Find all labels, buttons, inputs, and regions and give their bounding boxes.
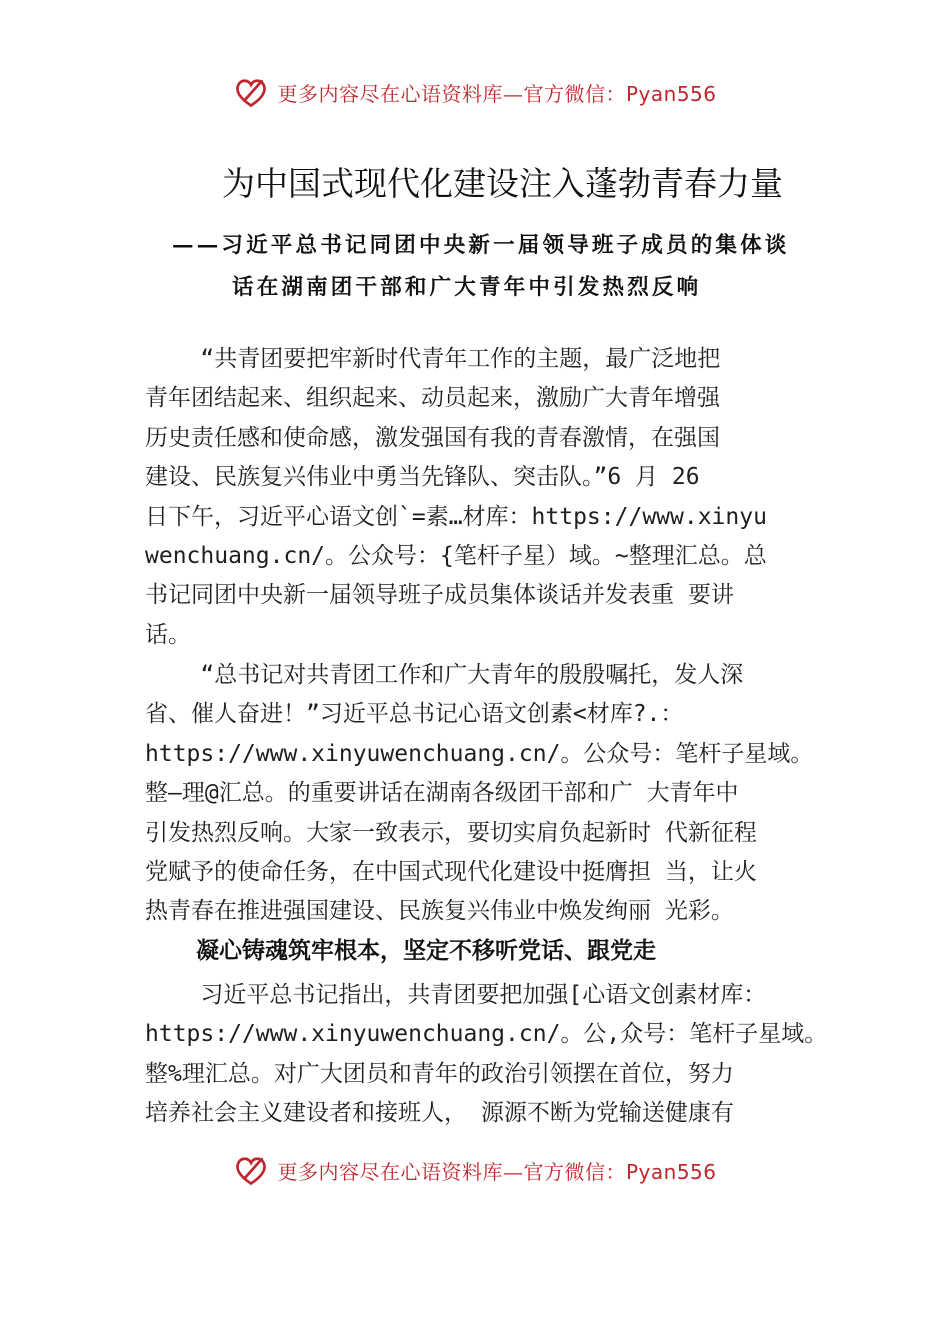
heart-pen-logo-icon xyxy=(233,1152,269,1188)
text-line: 历史责任感和使命感，激发强国有我的青春激情，在强国 xyxy=(145,424,720,451)
text-line: 培养社会主义建设者和接班人， 源源不断为党输送健康有 xyxy=(145,1100,734,1127)
subtitle-line-1: ——习近平总书记同团中央新一届领导班子成员的集体谈 xyxy=(172,233,790,258)
text-line: 建设、民族复兴伟业中勇当先锋队、突击队。”6 月 26 xyxy=(145,464,700,491)
page-title: 为中国式现代化建设注入蓬勃青春力量 xyxy=(222,164,783,203)
text-line: “总书记对共青团工作和广大青年的殷殷嘱托，发人深 xyxy=(145,662,744,688)
text-line: 整%理汇总。对广大团员和青年的政治引领摆在首位，努力 xyxy=(145,1060,734,1087)
text-line: 党赋予的使命任务，在中国式现代化建设中挺膺担 当，让火 xyxy=(145,858,757,885)
text-line: wenchuang.cn/。公众号：{笔杆子星）域。~整理汇总。总 xyxy=(145,542,767,569)
text-line: https://www.xinyuwenchuang.cn/。公众号：笔杆子星域。 xyxy=(145,740,814,767)
paragraph-3 xyxy=(145,976,828,1134)
watermark-header xyxy=(0,72,950,112)
text-line: 省、催人奋进！”习近平总书记心语文创素<材库?.： xyxy=(145,701,684,728)
text-line: “共青团要把牢新时代青年工作的主题，最广泛地把 xyxy=(145,346,721,372)
text-line: 青年团结起来、组织起来、动员起来，激励广大青年增强 xyxy=(145,385,720,412)
text-line: https://www.xinyuwenchuang.cn/。公,众号：笔杆子星域。 xyxy=(145,1021,828,1048)
paragraph-1 xyxy=(145,340,825,655)
text-line: 热青春在推进强国建设、民族复兴伟业中焕发绚丽 光彩。 xyxy=(145,898,734,925)
watermark-text: 更多内容尽在心语资料库—官方微信：Pyan556 xyxy=(277,1159,717,1184)
watermark-text: 更多内容尽在心语资料库—官方微信：Pyan556 xyxy=(277,81,717,106)
paragraph-2 xyxy=(145,656,825,932)
watermark-footer xyxy=(0,1150,950,1190)
text-line: 书记同团中央新一届领导班子成员集体谈话并发表重 要讲 xyxy=(145,582,734,609)
text-line: 习近平总书记指出，共青团要把加强[心语文创素材库： xyxy=(145,982,767,1008)
text-line: 日下午，习近平心语文创`=素…材库：https://www.xinyu xyxy=(145,503,767,530)
subtitle-line-2: 话在湖南团干部和广大青年中引发热烈反响 xyxy=(232,275,702,300)
heart-pen-logo-icon xyxy=(233,74,269,110)
text-line: 引发热烈反响。大家一致表示，要切实肩负起新时 代新征程 xyxy=(145,819,757,846)
text-line: 整—理@汇总。的重要讲话在湖南各级团干部和广 大青年中 xyxy=(145,780,739,807)
text-line: 话。 xyxy=(145,621,191,648)
section-heading: 凝心铸魂筑牢根本，坚定不移听党话、跟党走 xyxy=(196,938,656,964)
